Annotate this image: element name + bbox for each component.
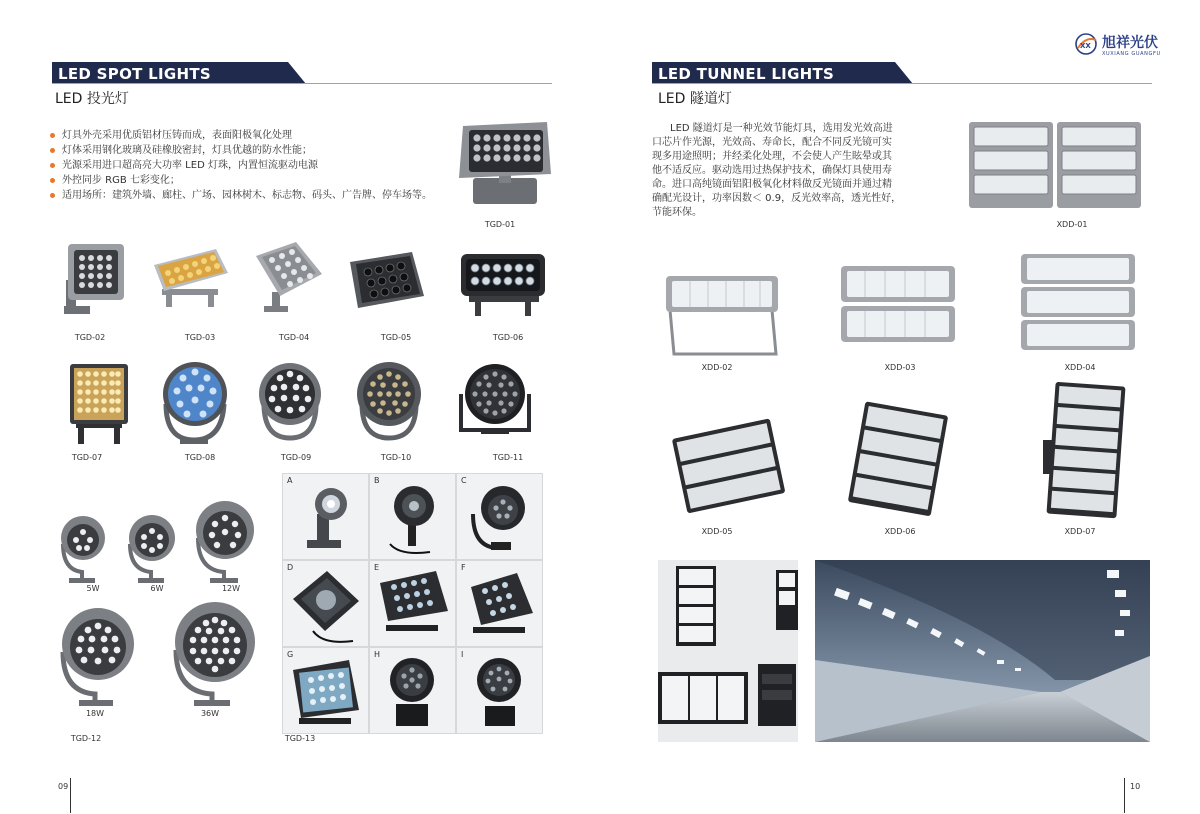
watt-36w-label: 36W [200, 709, 220, 718]
feature-item: 灯具外壳采用优质铝材压铸而成，表面阳极氧化处理 [50, 128, 470, 143]
brand-logo [1074, 30, 1192, 60]
xdd-04-label: XDD-04 [1064, 363, 1096, 372]
tgd-09-spotlight-image [254, 360, 326, 445]
tgd-08-label: TGD-08 [184, 453, 216, 462]
right-banner-title: LED TUNNEL LIGHTS [658, 65, 835, 83]
description-line: 确配光设计，功率因数＜ 0.9，反光效率高，透光性好， [652, 193, 902, 204]
xdd-07-tunnel-light-image [1035, 380, 1130, 520]
xdd-03-tunnel-light-image [835, 262, 960, 350]
watt-6w-label: 6W [150, 584, 164, 593]
tgd-04-label: TGD-04 [278, 333, 310, 342]
tgd-12-12w-image [190, 496, 258, 586]
grid-g-spotlight-image [283, 648, 368, 733]
left-banner-title: LED SPOT LIGHTS [58, 65, 212, 83]
tgd-11-label: TGD-11 [492, 453, 524, 462]
description-line: LED 隧道灯是一种光效节能灯具，选用发光效高进 [670, 123, 893, 134]
feature-item: 外控同步 RGB 七彩变化； [50, 173, 470, 188]
left-banner-rule [52, 83, 552, 84]
grid-cell-h [369, 647, 456, 734]
tgd-01-spotlight-image [455, 118, 555, 213]
tgd-12-18w-image [55, 600, 137, 708]
xdd-01-label: XDD-01 [1056, 220, 1088, 229]
feature-item: 适用场所：建筑外墙、廊柱、广场、园林树木、标志物、码头、广告牌、停车场等。 [50, 188, 470, 203]
right-section-banner [652, 62, 912, 84]
tgd-04-spotlight-image [252, 240, 327, 315]
grid-cell-c [456, 473, 543, 560]
brand-name-cn: 旭祥光伏 [1102, 35, 1158, 51]
grid-f-spotlight-image [457, 561, 542, 646]
description-line: 节能环保。 [652, 207, 702, 218]
xdd-04-tunnel-light-image [1015, 252, 1140, 352]
grid-cell-g [282, 647, 369, 734]
grid-cell-i [456, 647, 543, 734]
brand-name-en: XUXIANG GUANGFU [1102, 51, 1161, 57]
tgd-07-spotlight-image [64, 362, 134, 447]
left-page-number: 09 [58, 782, 69, 791]
grid-i-spotlight-image [457, 648, 542, 733]
grid-d-spotlight-image [283, 561, 368, 646]
grid-letter: C [461, 476, 467, 485]
tgd-01-label: TGD-01 [484, 220, 516, 229]
grid-cell-a [282, 473, 369, 560]
right-subtitle: LED 隧道灯 [658, 91, 732, 107]
tgd-11-spotlight-image [455, 360, 535, 445]
xdd-06-label: XDD-06 [884, 527, 916, 536]
xdd-05-label: XDD-05 [701, 527, 733, 536]
tgd-03-label: TGD-03 [184, 333, 216, 342]
tgd-07-label: TGD-07 [71, 453, 103, 462]
left-feature-list [50, 128, 470, 203]
right-description [652, 122, 912, 220]
xdd-02-tunnel-light-image [660, 270, 785, 358]
right-footer-rule [1124, 778, 1125, 813]
grid-h-spotlight-image [370, 648, 455, 733]
left-footer-rule [70, 778, 71, 813]
xdd-05-tunnel-light-image [668, 408, 788, 518]
grid-letter: B [374, 476, 380, 485]
tgd-13-photo-grid [282, 473, 542, 733]
brand-emblem-text: XX [1080, 42, 1091, 50]
xdd-01-tunnel-light-image [965, 118, 1145, 213]
grid-letter: G [287, 650, 294, 659]
tgd-12-36w-image [168, 594, 258, 708]
grid-cell-e [369, 560, 456, 647]
xdd-03-label: XDD-03 [884, 363, 916, 372]
xdd-07-label: XDD-07 [1064, 527, 1096, 536]
watt-18w-label: 18W [85, 709, 105, 718]
tgd-12-5w-image [55, 510, 110, 585]
grid-letter: A [287, 476, 293, 485]
grid-cell-b [369, 473, 456, 560]
grid-cell-f [456, 560, 543, 647]
grid-cell-d [282, 560, 369, 647]
xdd-06-tunnel-light-image [842, 400, 957, 518]
tunnel-installation-photo [815, 560, 1150, 742]
tgd-12-label: TGD-12 [70, 734, 102, 743]
grid-letter: I [461, 650, 464, 659]
grid-letter: H [374, 650, 381, 659]
left-section-banner [52, 62, 302, 84]
tgd-06-label: TGD-06 [492, 333, 524, 342]
description-line: 口芯片作光源，光效高、寿命长，配合不同反光镜可实 [652, 137, 892, 148]
tunnel-light-collage-photo [658, 560, 798, 742]
grid-letter: D [287, 563, 294, 572]
tgd-05-spotlight-image [348, 250, 428, 315]
feature-item: 光源采用进口超高亮大功率 LED 灯珠，内置恒流驱动电源 [50, 158, 470, 173]
tgd-08-spotlight-image [158, 358, 233, 448]
tgd-13-label: TGD-13 [284, 734, 316, 743]
tgd-02-label: TGD-02 [74, 333, 106, 342]
feature-item: 灯体采用钢化玻璃及硅橡胶密封，灯具优越的防水性能； [50, 143, 470, 158]
watt-5w-label: 5W [86, 584, 100, 593]
description-line: 现多用途照明；并经柔化处理，不会使人产生眩晕或其 [652, 151, 892, 162]
grid-a-spotlight-image [283, 474, 368, 559]
right-banner-rule [652, 83, 1152, 84]
tgd-03-spotlight-image [150, 245, 230, 315]
grid-b-spotlight-image [370, 474, 455, 559]
tgd-10-spotlight-image [352, 358, 427, 446]
right-page-number: 10 [1130, 782, 1141, 791]
tgd-10-label: TGD-10 [380, 453, 412, 462]
grid-e-spotlight-image [370, 561, 455, 646]
tgd-06-spotlight-image [455, 250, 550, 320]
brand-emblem-icon [1074, 32, 1098, 56]
tgd-05-label: TGD-05 [380, 333, 412, 342]
tgd-12-6w-image [122, 510, 180, 585]
watt-12w-label: 12W [221, 584, 241, 593]
tgd-02-spotlight-image [58, 240, 128, 315]
description-line: 他不适反应。驱动选用过热保护技术，确保灯具使用寿 [652, 165, 892, 176]
grid-c-spotlight-image [457, 474, 542, 559]
grid-letter: F [461, 563, 466, 572]
description-line: 命。进口高纯镜面铝阳极氧化材料做反光镜面并通过精 [652, 179, 892, 190]
left-subtitle: LED 投光灯 [55, 91, 129, 107]
tgd-09-label: TGD-09 [280, 453, 312, 462]
xdd-02-label: XDD-02 [701, 363, 733, 372]
grid-letter: E [374, 563, 380, 572]
